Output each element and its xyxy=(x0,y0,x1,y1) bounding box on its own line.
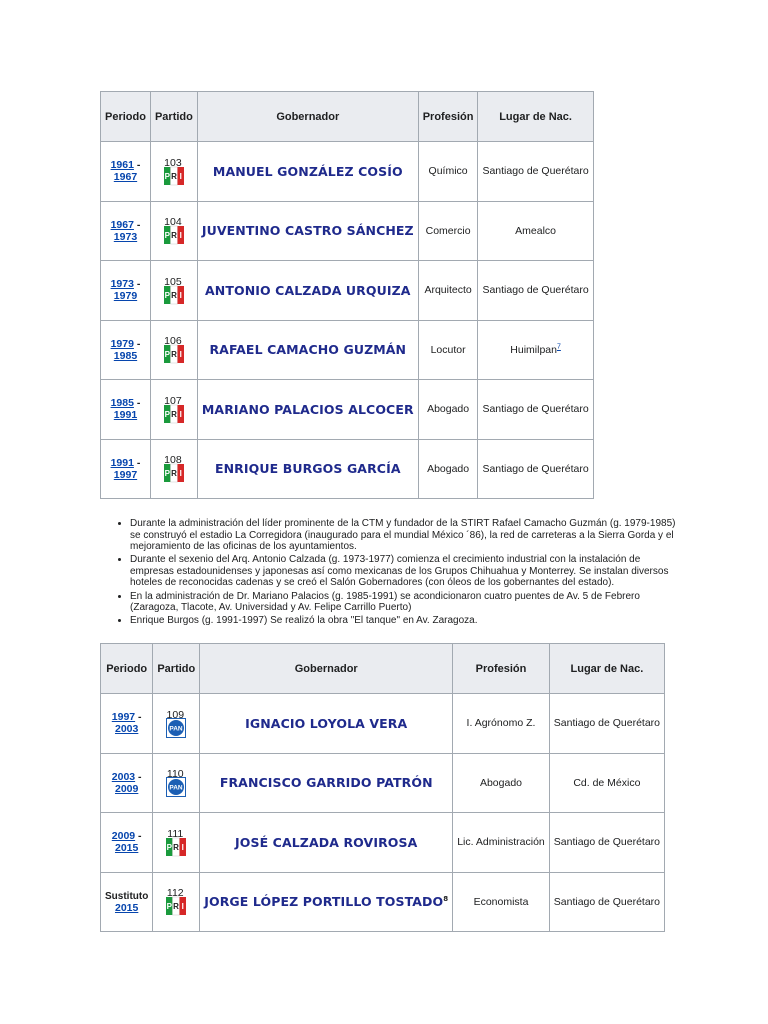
birthplace-cell xyxy=(478,142,593,202)
svg-text:P: P xyxy=(164,409,170,419)
svg-text:P: P xyxy=(164,350,170,360)
governor-cell xyxy=(200,694,453,754)
col-header-lugar: Lugar de Nac. xyxy=(549,644,664,694)
period-separator: - xyxy=(133,218,141,231)
pri-logo-icon xyxy=(163,344,185,367)
governors-table-1997-2015 xyxy=(100,643,665,932)
col-header-gobernador: Gobernador xyxy=(197,92,418,142)
birthplace-cell xyxy=(478,380,593,440)
svg-text:P: P xyxy=(166,842,173,852)
birthplace: Santiago de Querétaro xyxy=(482,284,589,297)
profession-cell xyxy=(418,142,478,202)
governor-name: JUVENTINO CASTRO SÁNCHEZ xyxy=(201,223,414,239)
profession-cell xyxy=(453,872,550,932)
svg-text:P: P xyxy=(164,290,170,300)
pri-logo-icon xyxy=(163,285,185,308)
governor-cell xyxy=(197,439,418,499)
governor-number: 104 xyxy=(164,216,182,229)
table-row xyxy=(101,872,665,932)
profession-cell xyxy=(453,753,550,813)
governor-name: RAFAEL CAMACHO GUZMÁN xyxy=(209,342,407,358)
period-cell xyxy=(101,201,151,261)
svg-text:I: I xyxy=(181,842,185,852)
year-end-link[interactable]: 1979 xyxy=(113,290,138,303)
party-cell xyxy=(150,142,197,202)
birthplace: Santiago de Querétaro xyxy=(482,462,589,475)
col-header-partido: Partido xyxy=(153,644,200,694)
profession: Químico xyxy=(428,165,468,178)
year-start-link[interactable]: 1985 xyxy=(110,397,134,410)
svg-text:P: P xyxy=(164,171,170,181)
governor-name: JOSÉ CALZADA ROVIROSA xyxy=(235,834,418,850)
governor-number: 103 xyxy=(164,156,182,169)
svg-text:R: R xyxy=(171,231,177,241)
period-cell xyxy=(101,142,151,202)
governor-cell xyxy=(200,872,453,932)
svg-text:R: R xyxy=(171,290,177,300)
profession: Abogado xyxy=(427,462,470,475)
period-cell xyxy=(101,694,153,754)
pri-logo-icon xyxy=(163,225,185,248)
period-cell xyxy=(101,261,151,321)
governor-cell xyxy=(197,201,418,261)
period-separator: - xyxy=(133,278,141,291)
governors-table-1961-1997 xyxy=(100,91,594,499)
birthplace-cell xyxy=(549,694,664,754)
governor-name: ANTONIO CALZADA URQUIZA xyxy=(205,282,411,298)
governor-number: 105 xyxy=(164,275,182,288)
period-separator: - xyxy=(133,456,141,469)
governor-number: 110 xyxy=(166,768,184,781)
col-header-lugar: Lugar de Nac. xyxy=(478,92,593,142)
party-cell xyxy=(153,694,200,754)
svg-text:I: I xyxy=(179,469,182,479)
profession-cell xyxy=(453,813,550,873)
svg-text:I: I xyxy=(181,902,185,912)
svg-text:P: P xyxy=(164,231,170,241)
footnote-ref[interactable]: 7 xyxy=(556,343,561,351)
profession-cell xyxy=(418,320,478,380)
year-start-link[interactable]: 1997 xyxy=(111,711,136,724)
birthplace: Santiago de Querétaro xyxy=(553,717,661,730)
year-start-link[interactable]: 1991 xyxy=(110,456,134,469)
year-start-link[interactable]: 1967 xyxy=(110,218,134,231)
svg-text:R: R xyxy=(171,469,177,479)
year-end-link[interactable]: 1991 xyxy=(113,409,138,422)
col-header-partido: Partido xyxy=(150,92,197,142)
profession: Comercio xyxy=(425,224,471,237)
col-header-periodo: Periodo xyxy=(101,92,151,142)
table-row xyxy=(101,201,594,261)
governor-number: 112 xyxy=(166,887,184,900)
period-cell xyxy=(101,872,153,932)
profession-cell xyxy=(418,201,478,261)
substitute-label: Sustituto xyxy=(105,890,149,902)
svg-text:PAN: PAN xyxy=(169,784,183,792)
period-cell xyxy=(101,439,151,499)
governor-cell xyxy=(197,261,418,321)
table-header-row xyxy=(101,92,594,142)
notes-list xyxy=(110,518,686,628)
table-row xyxy=(101,261,594,321)
pri-logo-icon xyxy=(165,837,187,860)
year-end-link[interactable]: 2009 xyxy=(114,782,139,795)
profession: Abogado xyxy=(427,403,470,416)
birthplace: Santiago de Querétaro xyxy=(482,403,589,416)
year-end-link[interactable]: 1967 xyxy=(113,171,138,184)
col-header-profesion: Profesión xyxy=(453,644,550,694)
governor-number: 107 xyxy=(164,394,182,407)
year-start-link[interactable]: 2003 xyxy=(111,770,136,783)
svg-text:I: I xyxy=(179,350,182,360)
year-end-link[interactable]: 1997 xyxy=(113,468,138,481)
birthplace: Santiago de Querétaro xyxy=(553,836,661,849)
year-end-link[interactable]: 1973 xyxy=(113,230,138,243)
svg-text:R: R xyxy=(171,350,177,360)
table-row xyxy=(101,380,594,440)
svg-text:P: P xyxy=(164,469,170,479)
period-cell xyxy=(101,320,151,380)
svg-text:PAN: PAN xyxy=(169,725,183,733)
col-header-periodo: Periodo xyxy=(101,644,153,694)
col-header-gobernador: Gobernador xyxy=(200,644,453,694)
svg-text:I: I xyxy=(179,171,182,181)
svg-text:I: I xyxy=(179,409,182,419)
year-start-link[interactable]: 1961 xyxy=(110,159,134,172)
table-header-row xyxy=(101,644,665,694)
profession-cell xyxy=(418,439,478,499)
footnote-ref[interactable]: 8 xyxy=(443,895,449,904)
svg-text:R: R xyxy=(173,842,180,852)
birthplace-cell xyxy=(478,201,593,261)
table-row xyxy=(101,753,665,813)
pan-logo-icon xyxy=(166,718,186,741)
birthplace-cell xyxy=(478,320,593,380)
year-end-link[interactable]: 2015 xyxy=(114,842,139,855)
profession-cell xyxy=(453,694,550,754)
table-row xyxy=(101,694,665,754)
pri-logo-icon xyxy=(163,463,185,486)
profession-cell xyxy=(418,261,478,321)
pri-logo-icon xyxy=(163,166,185,189)
birthplace-cell xyxy=(478,439,593,499)
party-cell xyxy=(150,320,197,380)
governor-cell xyxy=(200,813,453,873)
pri-logo-icon xyxy=(163,404,185,427)
note-item: • Durante la administración del líder prominente de la CTM y fundador de la STIRT Rafael Camacho Guzmán (g. 1979-1985) se construyó el estadio La Corregidora (inaugurado para el mundial México ´86), la red de carreteras a la Sierra Gorda y el mejoramiento de las oficinas de los ayuntamientos. xyxy=(130,518,686,553)
governor-name: FRANCISCO GARRIDO PATRÓN xyxy=(219,775,433,791)
birthplace: Santiago de Querétaro xyxy=(553,895,661,908)
period-cell xyxy=(101,813,153,873)
birthplace-cell xyxy=(549,872,664,932)
pan-logo-icon xyxy=(166,777,186,800)
table-row xyxy=(101,142,594,202)
table-row xyxy=(101,320,594,380)
profession: I. Agrónomo Z. xyxy=(466,717,536,730)
profession: Abogado xyxy=(479,776,523,789)
birthplace: Huimilpan$^7$ xyxy=(510,343,561,356)
year-start-link[interactable]: 1979 xyxy=(110,337,134,350)
party-cell xyxy=(153,872,200,932)
period-separator: - xyxy=(135,830,142,843)
birthplace-cell xyxy=(549,813,664,873)
col-header-profesion: Profesión xyxy=(418,92,478,142)
period-separator: - xyxy=(135,711,142,724)
governor-number: 108 xyxy=(164,454,182,467)
table-row xyxy=(101,813,665,873)
period-cell xyxy=(101,380,151,440)
note-item: • Durante el sexenio del Arq. Antonio Calzada (g. 1973-1977) comienza el crecimiento industrial con la instalación de empresas estadounidenses y japonesas así como mexicanas de los Grupos Chihuahua y Monterrey. Se instalan diversos hoteles de reconocidas cadenas y se creó el Salón Gobernadores (con óleos de los gobernantes del estado). xyxy=(130,554,686,589)
year-start-link[interactable]: 2009 xyxy=(111,830,136,843)
svg-text:R: R xyxy=(171,171,177,181)
profession: Arquitecto xyxy=(424,284,472,297)
note-item: • Enrique Burgos (g. 1991-1997) Se realizó la obra "El tanque" en Av. Zaragoza. xyxy=(130,615,686,627)
note-item: • En la administración de Dr. Mariano Palacios (g. 1985-1991) se acondicionaron cuatro puentes de Av. 5 de Febrero (Zaragoza, Tlacote, Av. Universidad y Av. Felipe Carrillo Puerto) xyxy=(130,591,686,614)
party-cell xyxy=(150,201,197,261)
governor-cell xyxy=(197,380,418,440)
svg-text:I: I xyxy=(179,290,182,300)
party-cell xyxy=(150,261,197,321)
governor-name: MANUEL GONZÁLEZ COSÍO xyxy=(212,163,403,179)
period-separator: - xyxy=(135,770,142,783)
profession: Lic. Administración xyxy=(457,836,545,849)
governor-cell xyxy=(197,142,418,202)
governor-name: JORGE LÓPEZ PORTILLO TOSTADO$^8$ xyxy=(204,894,449,910)
svg-text:R: R xyxy=(173,902,180,912)
governor-number: 111 xyxy=(167,827,184,840)
party-cell xyxy=(153,813,200,873)
governor-cell xyxy=(200,753,453,813)
profession: Locutor xyxy=(430,343,466,356)
governor-name: MARIANO PALACIOS ALCOCER xyxy=(201,401,414,417)
birthplace-cell xyxy=(478,261,593,321)
birthplace-cell xyxy=(549,753,664,813)
svg-text:R: R xyxy=(171,409,177,419)
governor-cell xyxy=(197,320,418,380)
governor-number: 106 xyxy=(164,335,182,348)
governor-name: IGNACIO LOYOLA VERA xyxy=(245,715,408,731)
party-cell xyxy=(150,380,197,440)
birthplace: Amealco xyxy=(515,224,556,237)
period-separator: - xyxy=(133,337,141,350)
profession-cell xyxy=(418,380,478,440)
table-row xyxy=(101,439,594,499)
governor-number: 109 xyxy=(166,708,185,721)
governor-name: ENRIQUE BURGOS GARCÍA xyxy=(214,461,401,477)
year-start-link[interactable]: 2015 xyxy=(114,901,139,914)
profession: Economista xyxy=(473,895,529,908)
party-cell xyxy=(153,753,200,813)
period-cell xyxy=(101,753,153,813)
year-start-link[interactable]: 1973 xyxy=(110,278,134,291)
svg-text:P: P xyxy=(166,902,173,912)
pri-logo-icon xyxy=(165,896,187,919)
birthplace: Cd. de México xyxy=(573,776,641,789)
period-separator: - xyxy=(133,159,141,172)
period-separator: - xyxy=(133,397,141,410)
year-end-link[interactable]: 2003 xyxy=(114,723,139,736)
party-cell xyxy=(150,439,197,499)
year-end-link[interactable]: 1985 xyxy=(113,349,138,362)
svg-text:I: I xyxy=(179,231,182,241)
birthplace: Santiago de Querétaro xyxy=(482,165,589,178)
